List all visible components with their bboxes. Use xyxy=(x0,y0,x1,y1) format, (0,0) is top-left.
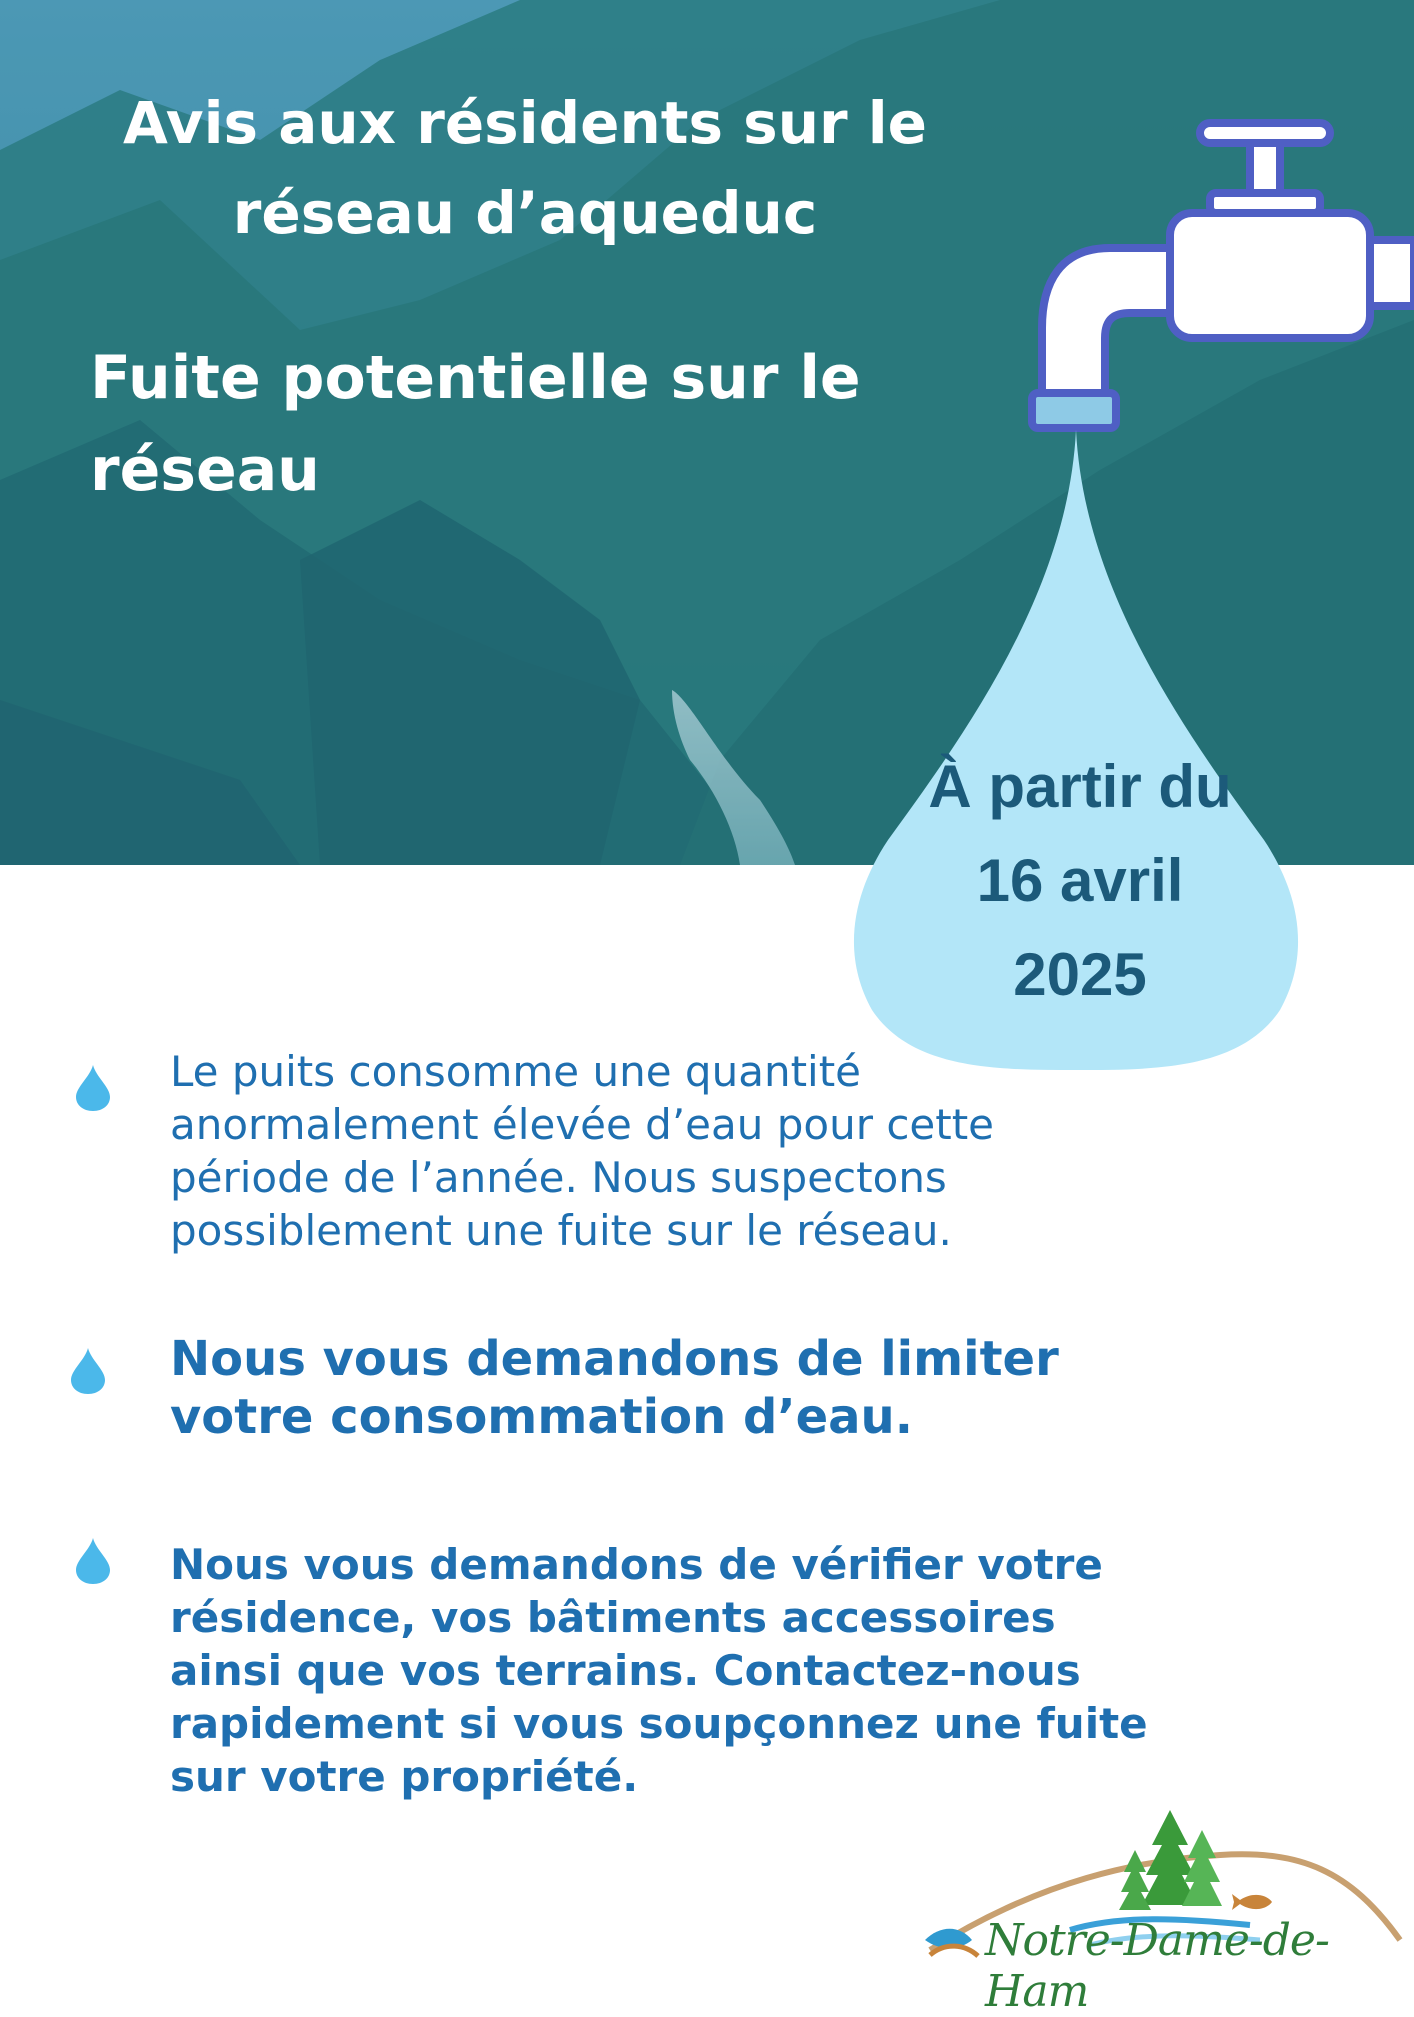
bullet-line: période de l’année. Nous suspectons xyxy=(170,1153,947,1202)
logo-wordmark: Notre-Dame-de-Ham xyxy=(985,1915,1329,2017)
droplet-bullet-icon xyxy=(76,1538,110,1584)
title-line-1: Avis aux résidents sur le xyxy=(122,89,927,157)
date-line-3: 2025 xyxy=(1013,941,1147,1008)
page-subtitle xyxy=(90,332,890,516)
bullet-line: votre consommation d’eau. xyxy=(170,1389,913,1445)
subtitle-line-1: Fuite potentielle sur le xyxy=(90,343,861,413)
droplet-bullet-icon xyxy=(76,1065,110,1111)
bullet-line: Nous vous demandons de limiter xyxy=(170,1331,1059,1387)
bullet-text xyxy=(170,1538,1170,1803)
bullet-line: possiblement une fuite sur le réseau. xyxy=(170,1206,952,1255)
subtitle-line-2: réseau xyxy=(90,435,320,505)
bullet-line: sur votre propriété. xyxy=(170,1752,639,1801)
bullet-line: anormalement élevée d’eau pour cette xyxy=(170,1100,995,1149)
bullet-line: Nous vous demandons de vérifier votre xyxy=(170,1540,1103,1589)
date-line-1: À partir du xyxy=(928,753,1232,820)
bullet-line: ainsi que vos terrains. Contactez-nous xyxy=(170,1646,1081,1695)
bullet-line: résidence, vos bâtiments accessoires xyxy=(170,1593,1056,1642)
page-title xyxy=(60,78,990,258)
bullet-text xyxy=(170,1045,1070,1257)
bullet-text xyxy=(170,1330,1090,1446)
bullet-line: rapidement si vous soupçonnez une fuite xyxy=(170,1699,1148,1748)
date-line-2: 16 avril xyxy=(976,847,1184,914)
faucet-icon xyxy=(1020,118,1414,438)
bullet-line: Le puits consomme une quantité xyxy=(170,1047,862,1096)
title-line-2: réseau d’aqueduc xyxy=(232,179,818,247)
droplet-bullet-icon xyxy=(71,1348,105,1394)
date-badge xyxy=(870,740,1290,1022)
